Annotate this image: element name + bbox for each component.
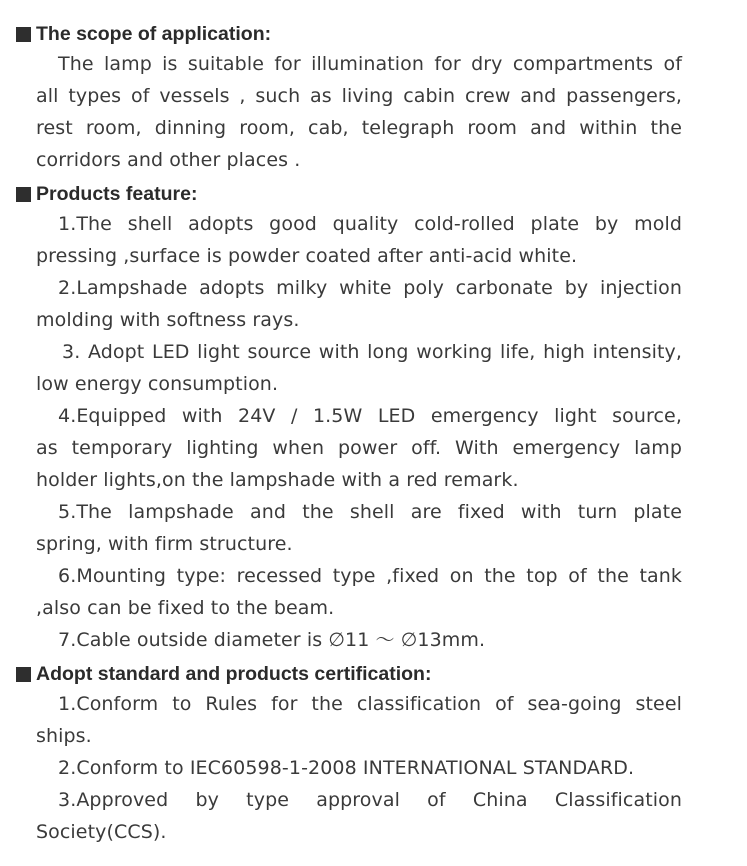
feature-line: 1.The shell adopts good quality cold-rolled plate by mold (58, 213, 682, 235)
paragraph-line: corridors and other places . (36, 149, 301, 171)
certification-line: 2.Conform to IEC60598-1-2008 INTERNATIONAL STANDARD. (58, 757, 635, 779)
heading-text: Products feature: (36, 182, 198, 205)
feature-line: 2.Lampshade adopts milky white poly carbonate by injection (58, 277, 682, 299)
certification-line: 1.Conform to Rules for the classification of sea-going steel (58, 693, 682, 715)
certification-line: 3.Approved by type approval of China Classification (58, 789, 682, 811)
feature-line: 6.Mounting type: recessed type ,fixed on the top of the tank (58, 565, 682, 587)
feature-line: 3. Adopt LED light source with long working life, high intensity, (62, 341, 682, 363)
certification-line: Society(CCS). (36, 821, 167, 843)
square-bullet-icon (16, 27, 31, 42)
feature-line: 5.The lampshade and the shell are fixed with turn plate (58, 501, 682, 523)
paragraph-line: all types of vessels , such as living cabin crew and passengers, (36, 85, 682, 107)
heading-text: The scope of application: (36, 22, 272, 45)
feature-line: 4.Equipped with 24V / 1.5W LED emergency light source, (58, 405, 682, 427)
paragraph-line: The lamp is suitable for illumination for dry compartments of (58, 53, 682, 75)
feature-line: molding with softness rays. (36, 309, 300, 331)
square-bullet-icon (16, 187, 31, 202)
paragraph-line: rest room, dinning room, cab, telegraph room and within the (36, 117, 682, 139)
feature-line: holder lights,on the lampshade with a red remark. (36, 469, 519, 491)
section-heading-scope (16, 22, 271, 46)
feature-line: low energy consumption. (36, 373, 279, 395)
feature-line: as temporary lighting when power off. With emergency lamp (36, 437, 682, 459)
section-heading-certification (16, 662, 431, 686)
certification-line: ships. (36, 725, 92, 747)
heading-text: Adopt standard and products certification: (36, 662, 432, 685)
feature-line: pressing ,surface is powder coated after anti-acid white. (36, 245, 578, 267)
feature-line: ,also can be fixed to the beam. (36, 597, 335, 619)
feature-line: 7.Cable outside diameter is ∅11 ～ ∅13mm. (58, 629, 486, 651)
section-heading-features (16, 182, 197, 206)
feature-line: spring, with firm structure. (36, 533, 293, 555)
square-bullet-icon (16, 667, 31, 682)
